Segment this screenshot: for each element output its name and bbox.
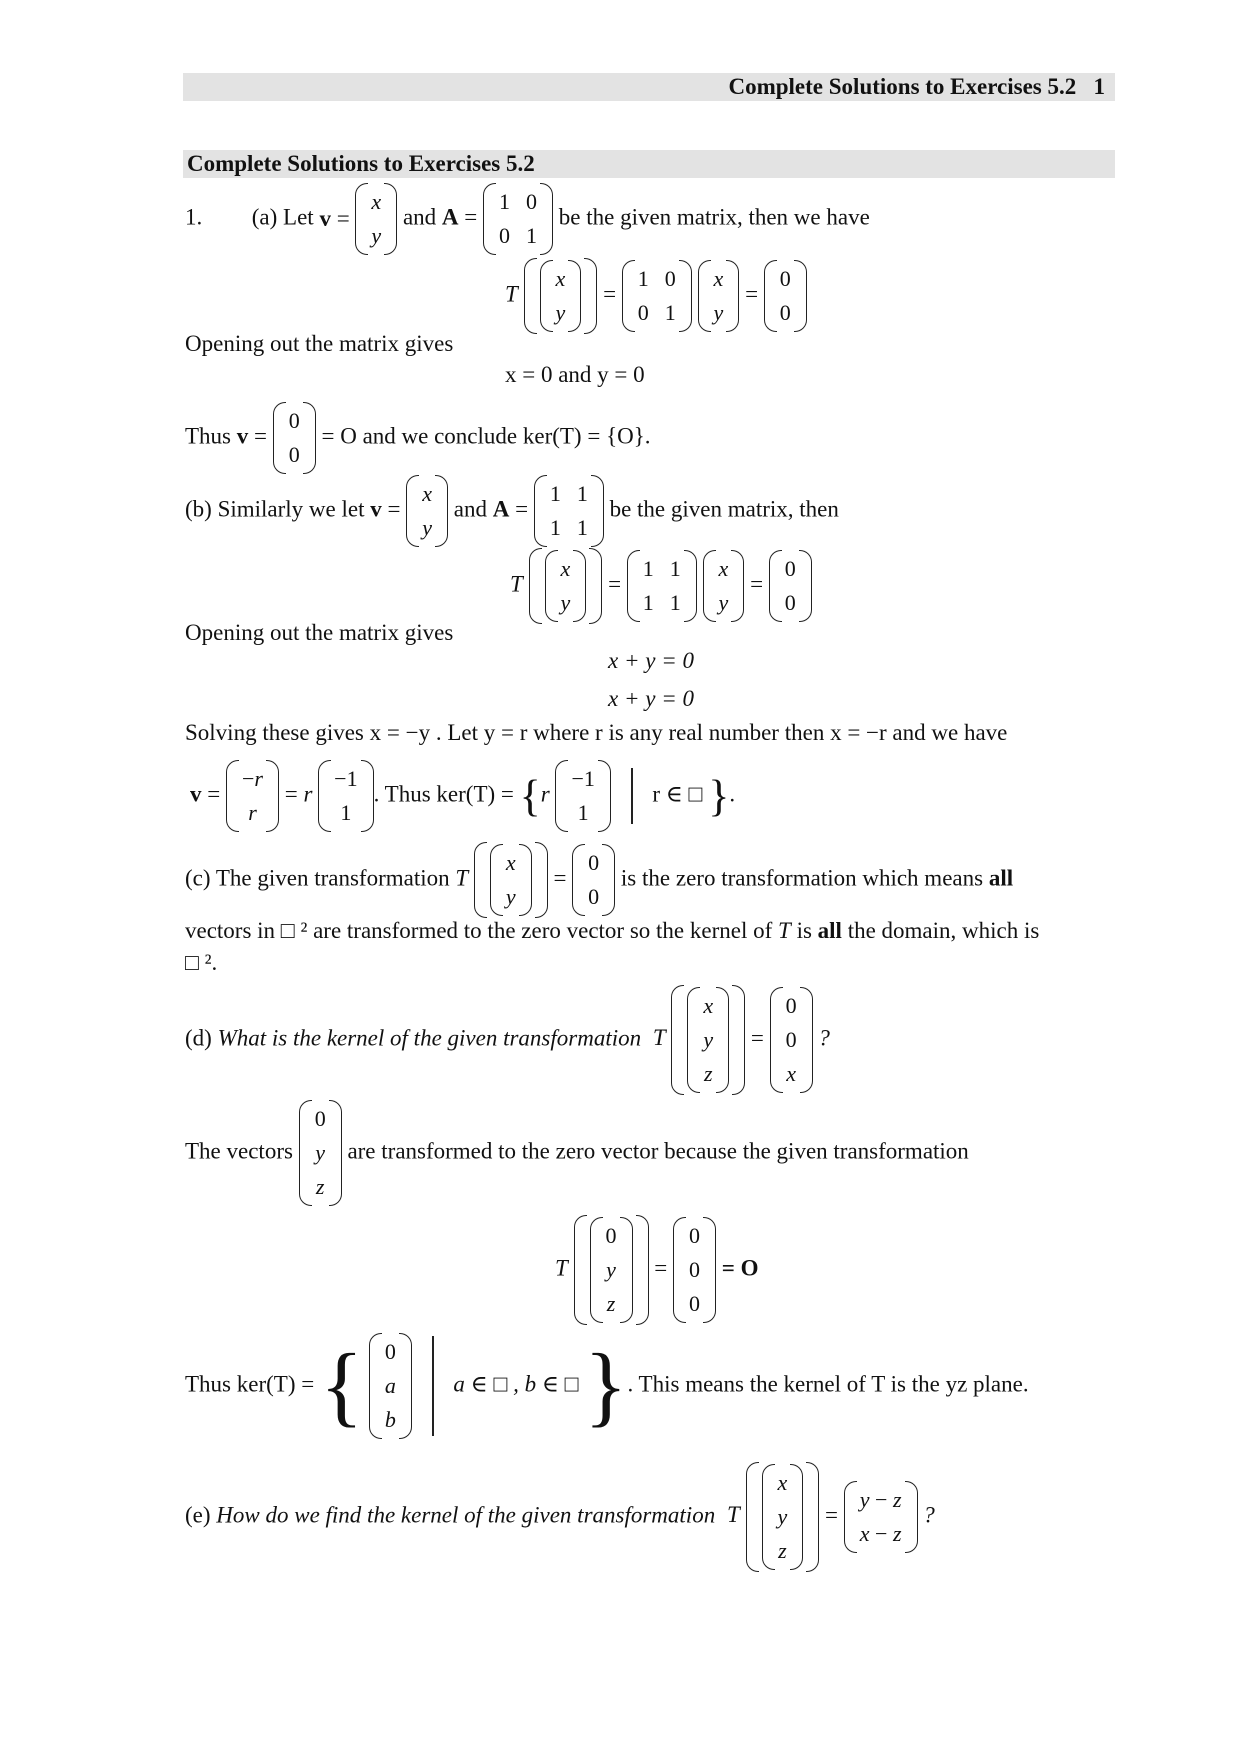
q1d-question: (d) What is the kernel of the given transformation T x y z = 0 0 x ? [185,985,830,1095]
q1b-line1: (b) Similarly we let v = x y and A = 1 1 1 1 be the given matrix, then [185,475,839,547]
section-title: Complete Solutions to Exercises 5.2 [187,151,535,176]
q1b-transform-eq: T x y = 1 1 1 1 x y = 0 0 [510,548,812,624]
q1c-line1: (c) The given transformation T x y = 0 0 is the zero transformation which means all [185,842,1013,918]
q1b-solving: Solving these gives x = −y . Let y = r where r is any real number then x = −r and we have [185,720,1008,745]
q1c-line3: □ ². [185,950,218,975]
running-title: Complete Solutions to Exercises 5.2 1 [728,74,1105,99]
q1c-line2: vectors in □ ² are transformed to the zero vector so the kernel of T is all the domain, which is [185,918,1040,943]
vector-xy: x y [355,183,397,255]
q1a-conclusion: Thus v = 0 0 = O and we conclude ker(T) = {O}. [185,402,651,474]
q1d-kernel: Thus ker(T) = { 0 a b a ∈ □ , b ∈ □ }. This means the kernel of T is the yz plane. [185,1333,1029,1439]
q1a-transform-eq: T x y = 1 0 0 1 x y = 0 0 [505,258,807,334]
q1d-vectors: The vectors 0 y z are transformed to the zero vector because the given transformation [185,1100,969,1206]
q1a-equation: x = 0 and y = 0 [505,362,645,387]
q1d-transform-eq: T 0 y z = 0 0 0 = O [555,1215,759,1325]
identity-matrix: 1 0 0 1 [483,183,553,255]
q1b-opening: Opening out the matrix gives [185,620,454,645]
q1e-question: (e) How do we find the kernel of the given transformation T x y z = y − z x − z ? [185,1462,935,1572]
page-number: 1 [1093,74,1105,99]
q1b-kernel: v = −r r = r −1 1 . Thus ker(T) = {r −1 1 r ∈ □ }. [190,760,735,832]
running-header [183,73,1115,101]
ones-matrix: 1 1 1 1 [534,475,604,547]
q1b-eq1: x + y = 0 [608,648,694,673]
q1b-eq2: x + y = 0 [608,686,694,711]
question-number: 1. [185,204,203,230]
q1a-line1: 1. (a) Let v = x y and A = 1 0 0 1 be the given matrix, then we have [185,183,870,255]
section-heading [183,150,1115,178]
q1a-intro: (a) Let [251,204,314,230]
q1a-opening: Opening out the matrix gives [185,331,454,356]
